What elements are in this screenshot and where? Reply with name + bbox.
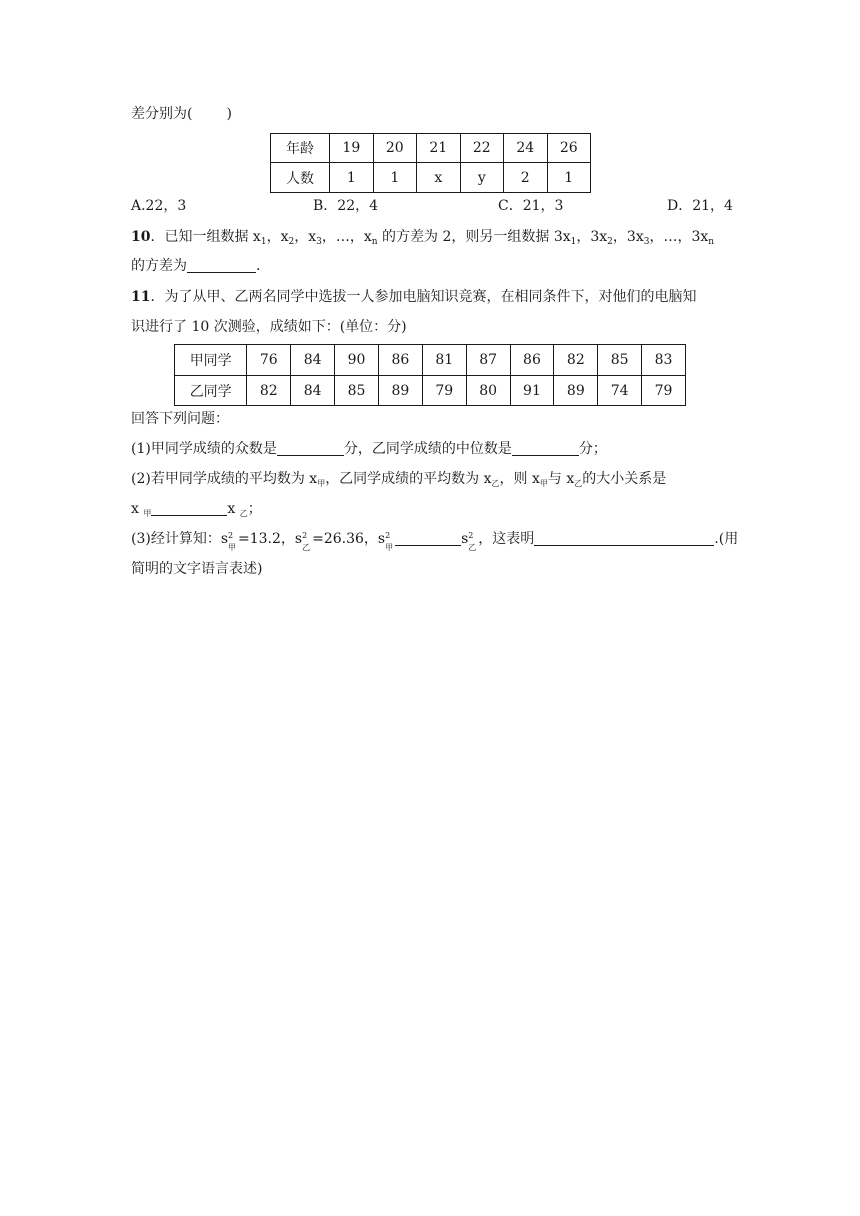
table-cell: 90 <box>335 345 379 376</box>
table-cell: 21 <box>417 134 460 163</box>
answer-blank[interactable] <box>512 440 579 456</box>
table-cell: x <box>417 163 460 193</box>
q11-p2-line2-end: ； <box>247 501 262 517</box>
table-cell: 年龄 <box>271 134 330 163</box>
q9-age-table <box>270 133 591 193</box>
table-cell: 1 <box>547 163 591 193</box>
q10-line2 <box>131 256 260 276</box>
q10-line2-text: 的方差为 <box>131 258 187 274</box>
q11-line1 <box>131 287 696 307</box>
table-cell: 86 <box>378 345 422 376</box>
table-cell: 74 <box>598 376 642 406</box>
table-cell: 甲同学 <box>175 345 247 376</box>
table-cell: 84 <box>291 345 335 376</box>
q10-line2-end: . <box>256 258 261 274</box>
table-cell: 85 <box>598 345 642 376</box>
table-cell: 2 <box>504 163 547 193</box>
table-cell: 20 <box>373 134 416 163</box>
table-cell: 84 <box>291 376 335 406</box>
q9-option-b: B．22，4 <box>313 198 379 214</box>
q11-p3-text-f: .(用 <box>714 531 739 547</box>
table-cell: 85 <box>335 376 379 406</box>
q9-option-c: C．21，3 <box>498 198 564 214</box>
answer-blank[interactable] <box>534 530 714 546</box>
q10-line1: 10．已知一组数据 $x_1$，$x_2$，$x_3$，…，$x_n$ 的方差为 2，则另一组数据 $3x_1$，$3x_2$，$3x_3$，…，$3x_n$ <box>131 229 715 247</box>
table-cell: 22 <box>460 134 503 163</box>
table-cell: 81 <box>422 345 466 376</box>
table-cell: 26 <box>547 134 591 163</box>
table-cell: y <box>460 163 503 193</box>
q11-part3-line2: 简明的文字语言表述) <box>131 561 263 577</box>
subscript-jia: 甲 <box>539 479 548 488</box>
q9-paren-close: ) <box>226 106 232 122</box>
subscript-yi: 乙 <box>302 543 311 552</box>
q11-p2-text-b: ，乙同学成绩的平均数为 x <box>325 471 492 487</box>
q11-score-table <box>174 344 686 406</box>
table-cell: 82 <box>554 345 598 376</box>
table-cell: 89 <box>554 376 598 406</box>
subscript-jia: 甲 <box>228 543 237 552</box>
table-cell: 79 <box>422 376 466 406</box>
answer-blank[interactable] <box>151 500 227 516</box>
s-yi-squared <box>468 531 478 552</box>
subscript-jia: 甲 <box>143 509 152 518</box>
q11-p2-text-e: 的大小关系是 <box>582 471 667 487</box>
q11-p3-text-e: ，这表明 <box>478 531 535 547</box>
subscript-jia: 甲 <box>385 543 394 552</box>
q10-text: ．已知一组数据 x <box>150 229 261 245</box>
q11-part2-line1 <box>131 469 666 494</box>
superscript-2: 2 <box>302 531 308 540</box>
s-jia-squared <box>228 531 238 552</box>
answer-blank[interactable] <box>395 530 461 546</box>
table-cell: 80 <box>466 376 510 406</box>
superscript-2: 2 <box>468 531 474 540</box>
table-cell: 1 <box>373 163 416 193</box>
q11-intro2: 识进行了 10 次测验，成绩如下：(单位：分) <box>131 319 407 335</box>
q11-p3-text-a: (3)经计算知：s <box>131 531 229 547</box>
q11-number: 11 <box>131 289 151 305</box>
q11-answer-prompt: 回答下列问题： <box>131 411 229 427</box>
q11-p2-text-d: 与 x <box>547 471 575 487</box>
q9-option-d: D．21，4 <box>667 198 733 214</box>
q11-p1-text-b: 分，乙同学成绩的中位数是 <box>343 441 512 457</box>
table-cell: 87 <box>466 345 510 376</box>
subscript-yi: 乙 <box>239 509 248 518</box>
x-yi: x <box>227 501 236 517</box>
x-jia: x <box>131 501 139 517</box>
subscript-yi: 乙 <box>468 543 477 552</box>
q10-number: 10 <box>131 229 151 245</box>
q11-p2-text-a: (2)若甲同学成绩的平均数为 x <box>131 471 318 487</box>
table-cell: 89 <box>378 376 422 406</box>
table-cell: 乙同学 <box>175 376 247 406</box>
q11-part2-line2 <box>131 499 262 524</box>
superscript-2: 2 <box>385 531 391 540</box>
table-cell: 83 <box>642 345 686 376</box>
q9-stem-text: 差分别为( <box>131 106 193 122</box>
table-cell: 82 <box>247 376 291 406</box>
table-cell: 1 <box>330 163 373 193</box>
q11-p3-text-b: =13.2，s <box>238 531 303 547</box>
table-cell: 86 <box>510 345 554 376</box>
q11-part3-line1 <box>131 529 739 552</box>
q11-p2-text-c: ，则 x <box>499 471 540 487</box>
table-cell: 24 <box>504 134 547 163</box>
superscript-2: 2 <box>228 531 234 540</box>
q11-p1-text-a: (1)甲同学成绩的众数是 <box>131 441 277 457</box>
table-cell: 人数 <box>271 163 330 193</box>
q11-part1 <box>131 439 607 459</box>
answer-blank[interactable] <box>187 257 256 273</box>
q11-p1-text-c: 分； <box>578 441 607 457</box>
q11-p3-text-c: =26.36，s <box>312 531 386 547</box>
table-cell: 76 <box>247 345 291 376</box>
table-cell: 19 <box>330 134 373 163</box>
q9-option-a: A.22，3 <box>131 198 187 214</box>
s-yi-squared <box>302 531 312 552</box>
table-cell: 91 <box>510 376 554 406</box>
table-cell: 79 <box>642 376 686 406</box>
subscript-yi: 乙 <box>491 479 500 488</box>
subscript-yi: 乙 <box>574 479 583 488</box>
s-jia-squared <box>385 531 395 552</box>
q9-stem-tail <box>131 104 232 124</box>
answer-blank[interactable] <box>277 440 344 456</box>
subscript-jia: 甲 <box>317 479 326 488</box>
q11-intro1: ．为了从甲、乙两名同学中选拔一人参加电脑知识竞赛，在相同条件下，对他们的电脑知 <box>150 289 697 305</box>
q11-p3-text-d: s <box>461 531 469 547</box>
